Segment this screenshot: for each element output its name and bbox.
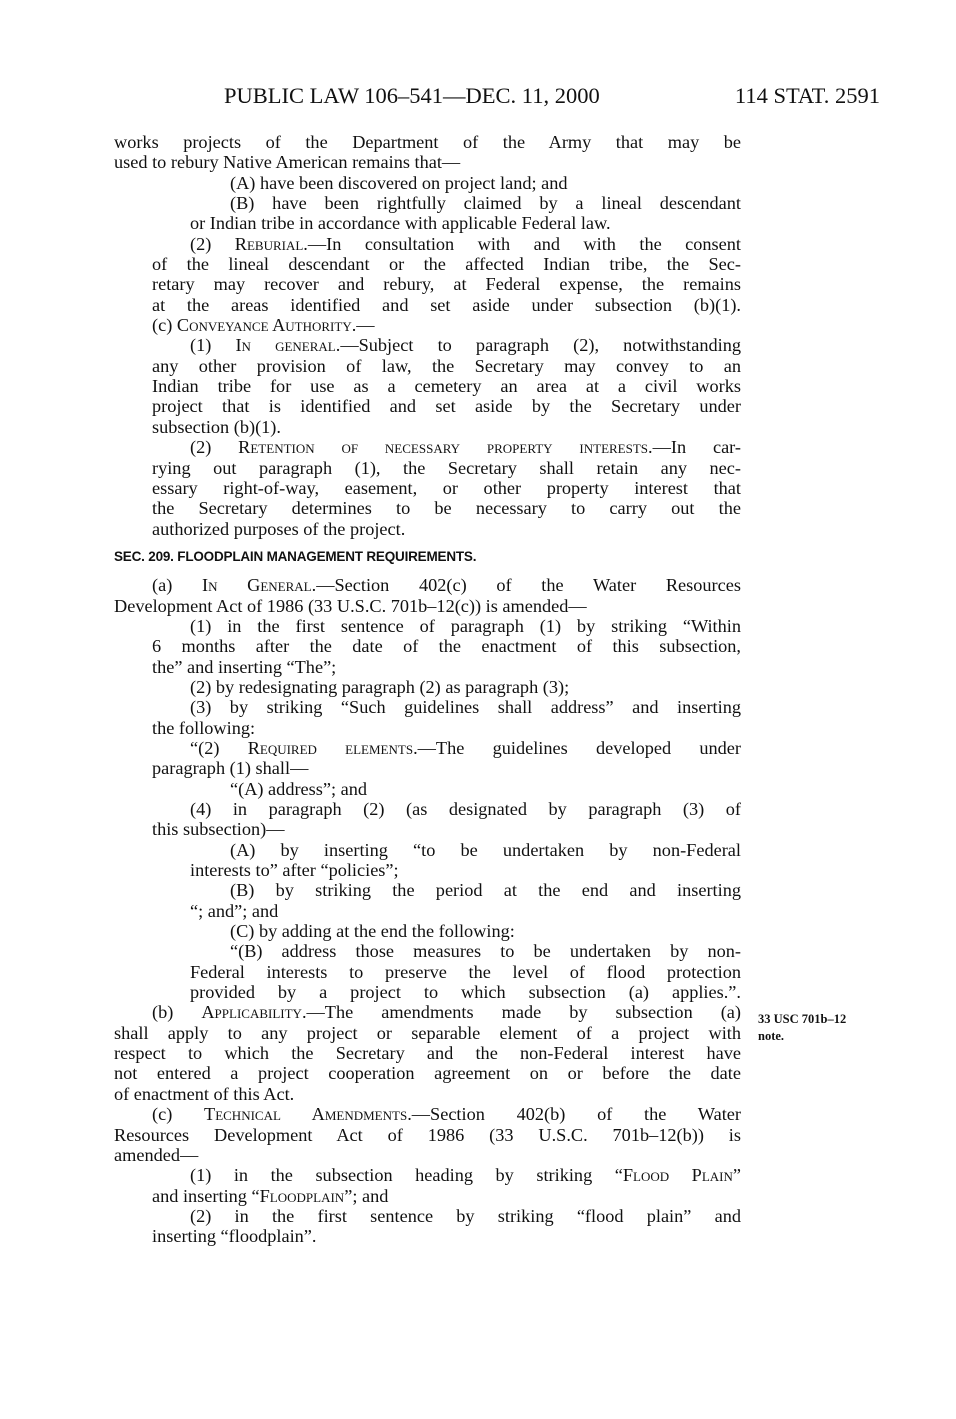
text-line: Resources Development Act of 1986 (33 U.S.C. 701b–12(b)) is <box>114 1124 741 1145</box>
text-line: rying out paragraph (1), the Secretary shall retain any nec- <box>152 457 741 478</box>
subsection-heading: Applicability <box>201 1002 302 1023</box>
text-line: respect to which the Secretary and the non-Federal interest have <box>114 1043 741 1064</box>
text-line: (3) by striking “Such guidelines shall address” and inserting <box>190 697 741 718</box>
text-line: shall apply to any project or separable element of a project with <box>114 1022 741 1043</box>
text-line: provided by a project to which subsection (a) applies.”. <box>190 982 741 1003</box>
quoted-heading: Flood Plain <box>622 1165 733 1186</box>
text-line: Federal interests to preserve the level of flood protection <box>190 961 741 982</box>
text-line: authorized purposes of the project. <box>152 518 406 539</box>
text-line: project that is identified and set aside by the Secretary under <box>152 396 741 417</box>
subsection-heading: Conveyance Authority <box>176 315 352 336</box>
text-line: any other provision of law, the Secretary may convey to an <box>152 355 741 376</box>
text-line: (B) by striking the period at the end and inserting <box>230 880 741 901</box>
text-line: at the areas identified and set aside under subsection (b)(1). <box>152 294 741 315</box>
text-line: (2) Reburial.—In consultation with and with the consent <box>190 233 741 254</box>
text-line: and inserting “Floodplain”; and <box>152 1185 389 1206</box>
text-line: (2) by redesignating paragraph (2) as paragraph (3); <box>190 676 570 697</box>
text-line: not entered a project cooperation agreement on or before the date <box>114 1063 741 1084</box>
text-line: (b) Applicability.—The amendments made by subsection (a) <box>152 1002 742 1023</box>
text-line: interests to” after “policies”; <box>190 860 399 881</box>
paragraph-heading: Retention of necessary property interests <box>238 437 649 458</box>
subsection-heading: Technical Amendments <box>204 1104 408 1125</box>
text-line: (2) in the first sentence by striking “flood plain” and <box>190 1205 741 1226</box>
text-line: the following: <box>152 717 256 738</box>
text-line: this subsection)— <box>152 819 285 840</box>
text-line: used to rebury Native American remains that— <box>114 152 461 173</box>
text-line: inserting “floodplain”. <box>152 1226 317 1247</box>
paragraph-heading: Reburial <box>234 233 304 254</box>
header-stat-page: 114 STAT. 2591 <box>734 83 880 108</box>
text-line: the Secretary determines to be necessary to carry out the <box>152 498 741 519</box>
margin-note-citation: 33 USC 701b–12 <box>758 1012 847 1026</box>
margin-note-label: note. <box>758 1029 785 1043</box>
text-line: “(2) Required elements.—The guidelines developed under <box>190 737 741 758</box>
quoted-heading: Floodplain <box>259 1185 345 1206</box>
text-line: paragraph (1) shall— <box>152 758 309 779</box>
text-line: Development Act of 1986 (33 U.S.C. 701b–12(c)) is amended— <box>114 595 587 616</box>
text-line: (B) have been rightfully claimed by a lineal descendant <box>230 193 741 214</box>
text-line: (1) in the subsection heading by striking “Flood Plain” <box>190 1165 741 1186</box>
running-header <box>224 80 880 112</box>
paragraph-heading: In general <box>235 335 336 356</box>
text-line: the” and inserting “The”; <box>152 656 337 677</box>
margin-citation-note <box>758 1011 908 1045</box>
text-line: or Indian tribe in accordance with applicable Federal law. <box>190 213 611 234</box>
text-line: (a) In General.—Section 402(c) of the Water Resources <box>152 575 741 596</box>
text-line: (C) by adding at the end the following: <box>230 921 515 942</box>
text-line: retary may recover and rebury, at Federal expense, the remains <box>152 274 741 295</box>
text-line: (1) in the first sentence of paragraph (1) by striking “Within <box>190 615 741 636</box>
section-heading: SEC. 209. FLOODPLAIN MANAGEMENT REQUIREMENTS. <box>114 548 477 564</box>
text-line: 6 months after the date of the enactment of this subsection, <box>152 636 741 657</box>
text-line: works projects of the Department of the Army that may be <box>114 132 741 152</box>
text-line: (c) Technical Amendments.—Section 402(b) of the Water <box>152 1104 741 1125</box>
paragraph-heading: Required elements <box>247 737 414 758</box>
subsection-heading: In General <box>201 575 312 596</box>
text-line: “; and”; and <box>190 900 279 921</box>
text-line: of enactment of this Act. <box>114 1083 295 1104</box>
text-line: (2) Retention of necessary property interests.—In car- <box>190 437 741 458</box>
text-line: subsection (b)(1). <box>152 416 281 437</box>
text-line: (A) by inserting “to be undertaken by non-Federal <box>230 839 741 860</box>
text-line: (1) In general.—Subject to paragraph (2), notwithstanding <box>190 335 741 356</box>
text-line: (c) Conveyance Authority.— <box>152 315 375 336</box>
text-line: of the lineal descendant or the affected Indian tribe, the Sec- <box>152 254 741 275</box>
text-line: “(A) address”; and <box>230 778 368 799</box>
text-line: “(B) address those measures to be undertaken by non- <box>230 941 741 962</box>
text-line: amended— <box>114 1144 199 1165</box>
text-line: essary right-of-way, easement, or other property interest that <box>152 477 741 498</box>
statute-text <box>114 132 741 1247</box>
text-line: (4) in paragraph (2) (as designated by paragraph (3) of <box>190 799 741 819</box>
text-line: (A) have been discovered on project land; and <box>230 172 568 193</box>
header-law-date: PUBLIC LAW 106–541—DEC. 11, 2000 <box>224 83 600 108</box>
text-line: Indian tribe for use as a cemetery an area at a civil works <box>152 376 741 397</box>
